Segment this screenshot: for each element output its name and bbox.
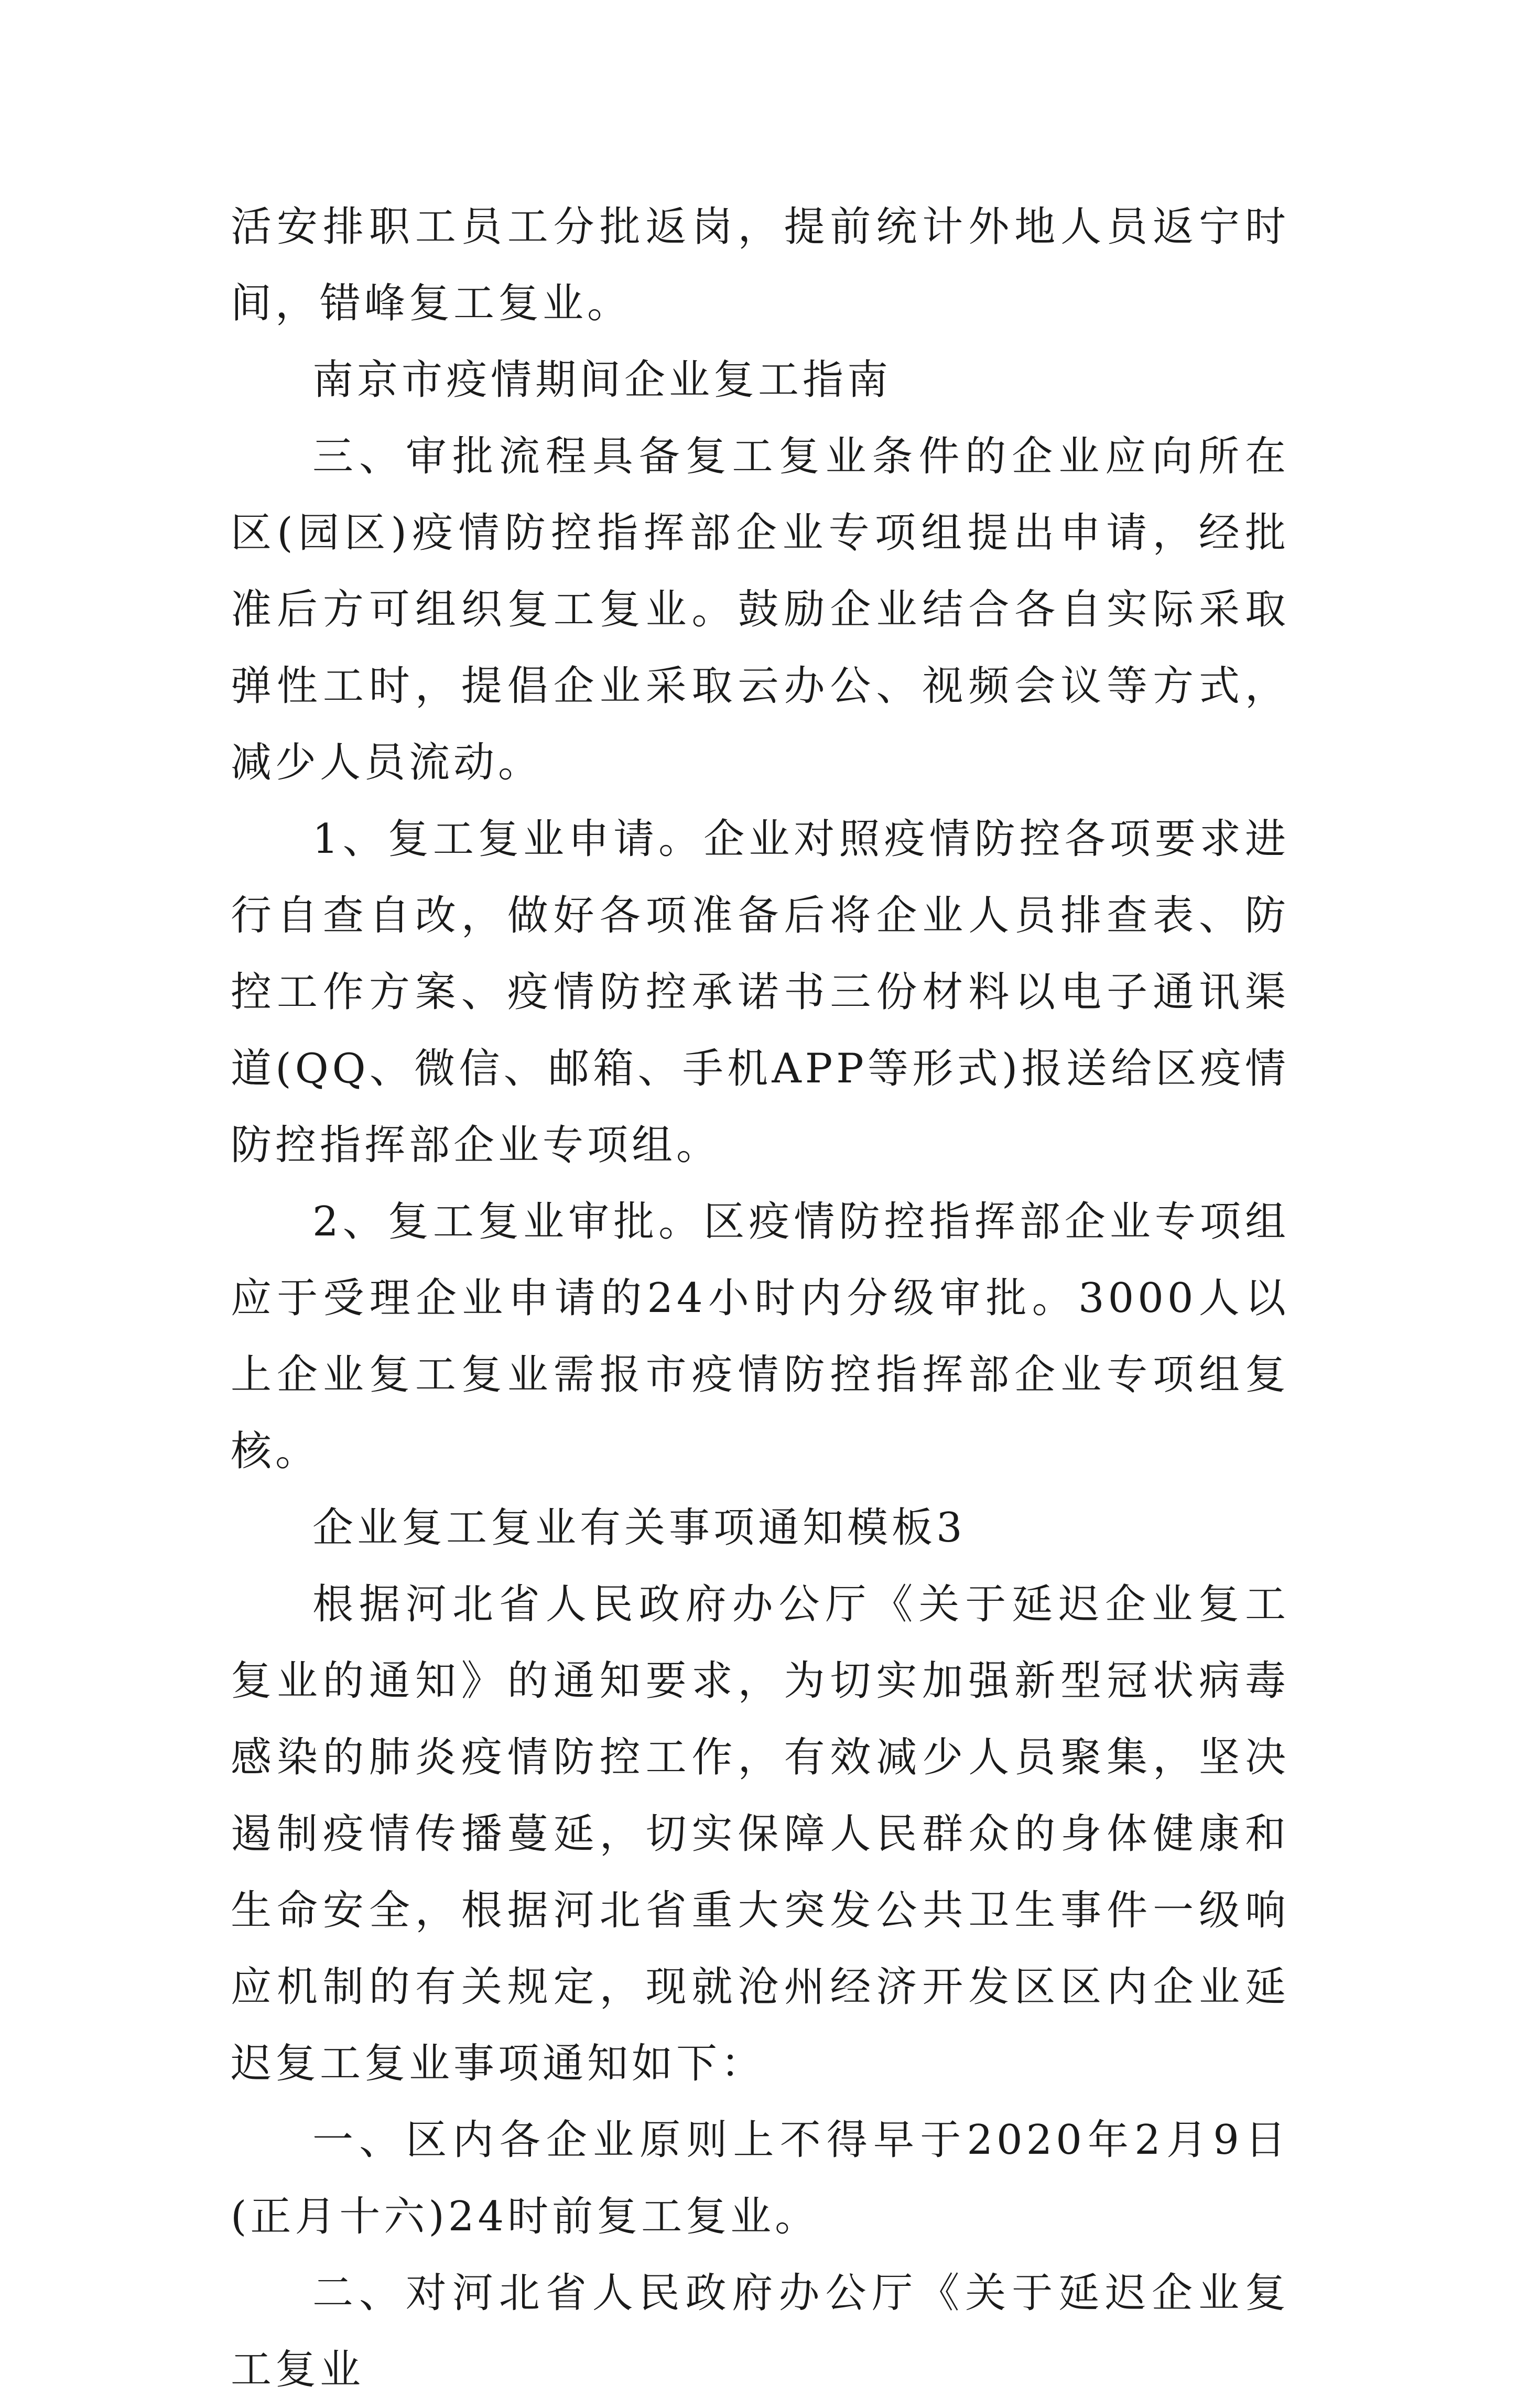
- paragraph-application: 1、复工复业申请。企业对照疫情防控各项要求进行自查自改，做好各项准备后将企业人员排查表、防控工作方案、疫情防控承诺书三份材料以电子通讯渠道(QQ、微信、邮箱、手机APP等形式)报送给区疫情防控指挥部企业专项组。: [231, 816, 1290, 1169]
- paragraph-review: 2、复工复业审批。区疫情防控指挥部企业专项组应于受理企业申请的24小时内分级审批。3000人以上企业复工复业需报市疫情防控指挥部企业专项组复核。: [231, 1198, 1290, 1475]
- paragraph-item-one: 一、区内各企业原则上不得早于2020年2月9日(正月十六)24时前复工复业。: [231, 2117, 1290, 2240]
- paragraph-notice-intro: 根据河北省人民政府办公厅《关于延迟企业复工复业的通知》的通知要求，为切实加强新型冠状病毒感染的肺炎疫情防控工作，有效减少人员聚集，坚决遏制疫情传播蔓延，切实保障人民群众的身体健康和生命安全，根据河北省重大突发公共卫生事件一级响应机制的有关规定，现就沧州经济开发区区内企业延迟复工复业事项通知如下：: [231, 1581, 1290, 2087]
- document-body: [231, 189, 1290, 2408]
- paragraph-continuation: 活安排职工员工分批返岗，提前统计外地人员返宁时间，错峰复工复业。: [231, 203, 1290, 327]
- section-title-nanjing-guide: 南京市疫情期间企业复工指南: [312, 356, 892, 404]
- section-title-template-3: 企业复工复业有关事项通知模板3: [312, 1504, 966, 1552]
- paragraph-approval-process: 三、审批流程具备复工复业条件的企业应向所在区(园区)疫情防控指挥部企业专项组提出申请，经批准后方可组织复工复业。鼓励企业结合各自实际采取弹性工时，提倡企业采取云办公、视频会议等方式，减少人员流动。: [231, 433, 1290, 786]
- paragraph-item-two: 二、对河北省人民政府办公厅《关于延迟企业复工复业: [231, 2270, 1290, 2393]
